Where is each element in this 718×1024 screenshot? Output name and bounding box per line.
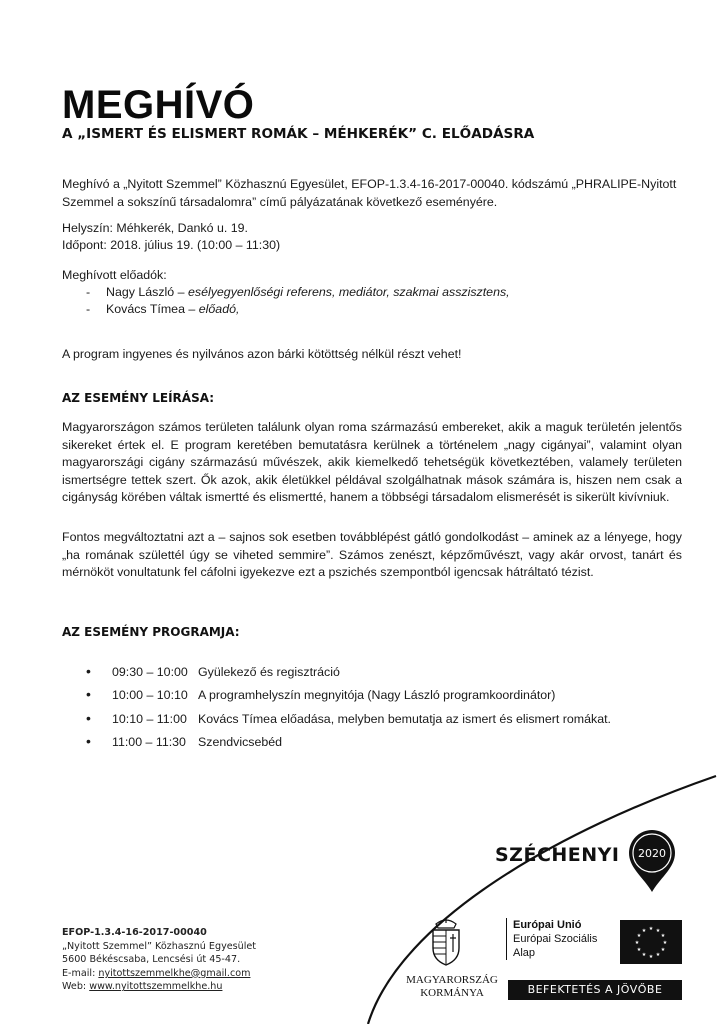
footer-code: EFOP-1.3.4-16-2017-00040 bbox=[62, 927, 207, 938]
svg-text:★: ★ bbox=[641, 952, 647, 958]
svg-text:★: ★ bbox=[648, 954, 654, 960]
program-heading: AZ ESEMÉNY PROGRAMJA: bbox=[62, 625, 240, 639]
speaker-role: esélyegyenlőségi referens, mediátor, szakmai asszisztens, bbox=[187, 285, 510, 299]
program-time: 10:00 – 10:10 bbox=[112, 688, 188, 702]
gov-line-1: MAGYARORSZÁG bbox=[406, 974, 498, 986]
slogan-banner: BEFEKTETÉS A JÖVŐBE bbox=[508, 980, 682, 1000]
eu-flag-icon bbox=[620, 920, 682, 964]
intro-paragraph: Meghívó a „Nyitott Szemmel” Közhasznú Egyesület, EFOP-1.3.4-16-2017-00040. kódszámú „PHRALIPE-Nyitott Szemmel a sokszínű társadalomra” című pályázatának következő eseményére. bbox=[62, 177, 677, 209]
speakers-label: Meghívott előadók: bbox=[62, 268, 167, 282]
speaker-item: - Kovács Tímea – előadó, bbox=[86, 302, 240, 316]
svg-text:★: ★ bbox=[660, 933, 666, 939]
hungarian-crest-icon bbox=[428, 918, 464, 966]
program-time: 11:00 – 11:30 bbox=[112, 735, 186, 749]
speaker-name: Nagy László – bbox=[106, 285, 185, 299]
svg-text:★: ★ bbox=[662, 940, 668, 946]
program-text: Szendvicsebéd bbox=[198, 735, 283, 749]
bullet-icon: • bbox=[86, 686, 91, 702]
speaker-item: - Nagy László – esélyegyenlőségi referens, mediátor, szakmai asszisztens, bbox=[86, 285, 510, 299]
footer-web-label: Web: bbox=[62, 981, 87, 993]
svg-text:★: ★ bbox=[648, 926, 654, 932]
svg-text:★: ★ bbox=[634, 940, 640, 946]
program-time: 09:30 – 10:00 bbox=[112, 665, 188, 679]
description-paragraph-2: Fontos megváltoztatni azt a – sajnos sok esetben továbblépést gátló gondolkodást – aminek az a lényege, hogy „ha romának születtél úgy se viheted semmire”. Számos zenészt, képzőművészt, vagy akár orvost, tanárt és mérnököt vonultatunk fel cáfolni igyekezve ezt a pszichés szempontból igencsak hátráltató tézist. bbox=[62, 530, 682, 580]
bullet-icon: • bbox=[86, 663, 91, 679]
description-paragraph-1: Magyarországon számos területen találunk olyan roma származású embereket, akik a maguk területén jelentős sikereket értek el. E program keretében bemutatásra kerülnek a történelem „nagy cigányai”, valamint olyan magyarországi cigány származású művészek, akik kiemelkedő tehetségük következtében, valamely területen ismertségre tettek szert. Ők azok, akik életükkel példával szolgálhatnak mások számára is, hiszen nem csak a cigányság körében váltak ismertté és elismertté, hanem a többségi társadalom elismerését is sikerült kivívniuk. bbox=[62, 420, 682, 505]
gov-line-2: KORMÁNYA bbox=[420, 987, 484, 999]
program-time: 10:10 – 11:00 bbox=[112, 712, 187, 726]
program-text: A programhelyszín megnyitója (Nagy László programkoordinátor) bbox=[198, 688, 556, 702]
svg-text:★: ★ bbox=[636, 933, 642, 939]
description-heading: AZ ESEMÉNY LEÍRÁSA: bbox=[62, 391, 215, 405]
svg-text:★: ★ bbox=[636, 947, 642, 953]
svg-text:★: ★ bbox=[660, 947, 666, 953]
szechenyi-pin-icon bbox=[626, 828, 678, 894]
free-note: A program ingyenes és nyilvános azon bárki kötöttség nélkül részt vehet! bbox=[62, 347, 462, 361]
eu-line-3: Alap bbox=[513, 947, 536, 959]
footer-email-label: E-mail: bbox=[62, 967, 96, 979]
bullet-icon: • bbox=[86, 710, 91, 726]
footer-email-link[interactable]: nyitottszemmelkhe@gmail.com bbox=[98, 967, 251, 979]
szechenyi-logo-text: SZÉCHENYI bbox=[495, 844, 620, 866]
footer-web-link[interactable]: www.nyitottszemmelkhe.hu bbox=[89, 981, 223, 993]
government-logo-text bbox=[402, 974, 502, 1000]
footer-web-line bbox=[62, 980, 256, 994]
page-title: MEGHÍVÓ bbox=[62, 83, 255, 127]
speaker-role: előadó, bbox=[198, 302, 240, 316]
eu-logo-text bbox=[506, 918, 597, 960]
bullet-icon: • bbox=[86, 733, 91, 749]
svg-text:★: ★ bbox=[655, 952, 661, 958]
footer-address: 5600 Békéscsaba, Lencsési út 45-47. bbox=[62, 954, 241, 966]
program-text: Gyülekező és regisztráció bbox=[198, 665, 340, 679]
footer-info bbox=[62, 926, 256, 994]
footer-email-line bbox=[62, 967, 256, 981]
svg-text:★: ★ bbox=[641, 928, 647, 934]
speaker-name: Kovács Tímea – bbox=[106, 302, 196, 316]
program-text: Kovács Tímea előadása, melyben bemutatja az ismert és elismert romákat. bbox=[198, 712, 611, 726]
location-line: Helyszín: Méhkerék, Dankó u. 19. bbox=[62, 221, 248, 235]
szechenyi-year: 2020 bbox=[638, 847, 666, 860]
page-subtitle: A „ISMERT ÉS ELISMERT ROMÁK – MÉHKERÉK” C. ELŐADÁSRA bbox=[62, 126, 535, 142]
svg-text:★: ★ bbox=[655, 928, 661, 934]
time-line: Időpont: 2018. július 19. (10:00 – 11:30) bbox=[62, 238, 281, 252]
footer-org: „Nyitott Szemmel” Közhasznú Egyesület bbox=[62, 940, 257, 952]
eu-line-1: Európai Unió bbox=[513, 919, 582, 931]
eu-line-2: Európai Szociális bbox=[513, 933, 598, 945]
